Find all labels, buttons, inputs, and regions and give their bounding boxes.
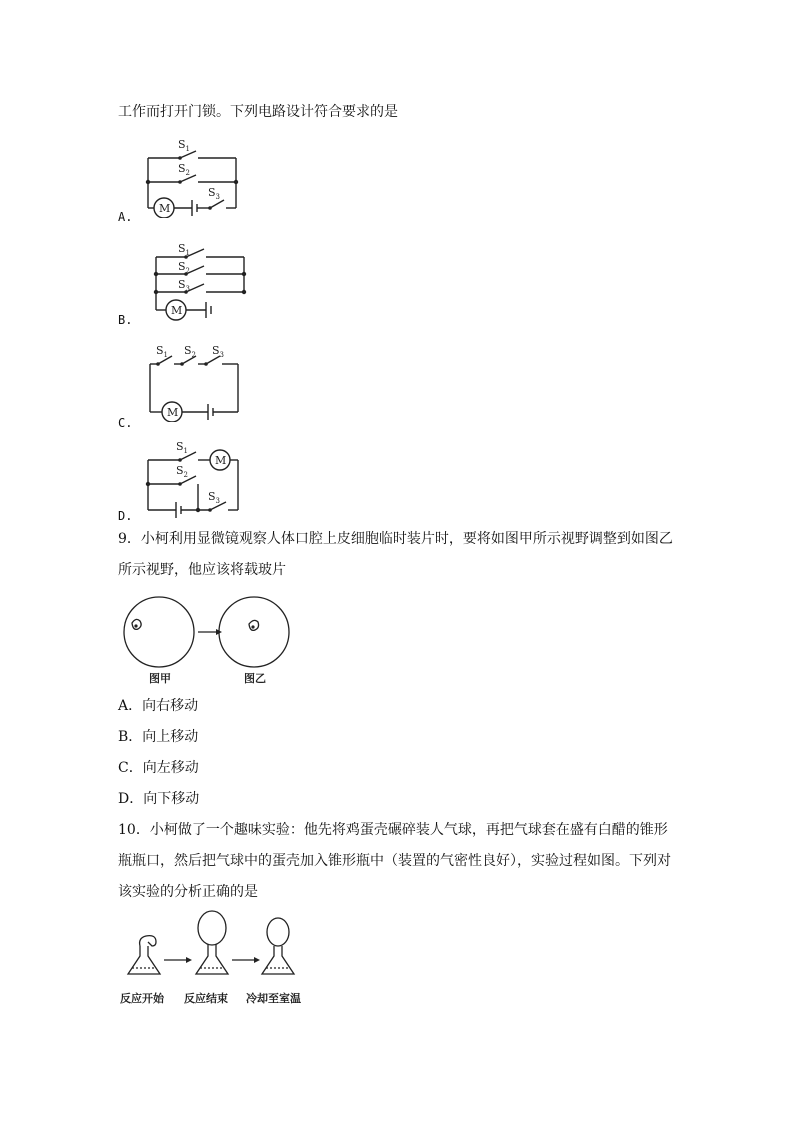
caption-cool-to-room-temp: 冷却至室温 <box>246 992 301 1005</box>
q9-option-a: A．向右移动 <box>118 698 199 714</box>
q10-stem-line3: 该实验的分析正确的是 <box>118 884 258 900</box>
figure-yi-caption: 图乙 <box>244 672 266 685</box>
circuit-b-s2-label: $S_2$ <box>178 260 191 275</box>
circuit-a-s3-label: $S_3$ <box>208 186 221 201</box>
circuit-c-s3-label: $S_3$ <box>212 344 225 359</box>
microscope-view-figure <box>118 590 302 686</box>
q10-stem-line1: 10．小柯做了一个趣味实验：他先将鸡蛋壳碾碎装人气球，再把气球套在盛有白醋的锥形 <box>118 822 668 838</box>
circuit-c-figure <box>140 342 250 422</box>
circuit-d-figure <box>140 440 250 520</box>
circuit-a-s2-label: $S_2$ <box>178 162 191 177</box>
q9-option-c: C．向左移动 <box>118 760 199 776</box>
circuit-c-s2-label: $S_2$ <box>184 344 197 359</box>
circuit-b-s3-label: $S_3$ <box>178 278 191 293</box>
q9-stem-line2: 所示视野，他应该将载玻片 <box>118 562 286 578</box>
eggshell-experiment-figure <box>118 910 314 1010</box>
circuit-a-figure <box>140 136 265 218</box>
q8-option-c: C. <box>118 416 133 430</box>
circuit-c-motor-label: M <box>167 406 179 419</box>
q9-option-b: B．向上移动 <box>118 729 199 745</box>
figure-jia-caption: 图甲 <box>149 672 171 685</box>
q9-option-d: D．向下移动 <box>118 791 200 807</box>
circuit-b-s1-label: $S_1$ <box>178 242 191 257</box>
circuit-b-figure <box>148 240 258 322</box>
circuit-d-motor-label: M <box>215 454 227 467</box>
circuit-a-motor-label: M <box>159 202 171 215</box>
circuit-b-motor-label: M <box>171 304 183 317</box>
circuit-c-s1-label: $S_1$ <box>156 344 169 359</box>
q8-stem-tail: 工作而打开门锁。下列电路设计符合要求的是 <box>118 104 398 120</box>
q8-option-b: B. <box>118 313 133 327</box>
circuit-a-s1-label: $S_1$ <box>178 138 191 153</box>
circuit-d-s1-label: $S_1$ <box>176 440 189 455</box>
q9-stem-line1: 9．小柯利用显微镜观察人体口腔上皮细胞临时装片时，要将如图甲所示视野调整到如图乙 <box>118 531 673 547</box>
circuit-d-s2-label: $S_2$ <box>176 464 189 479</box>
q10-stem-line2: 瓶瓶口，然后把气球中的蛋壳加入锥形瓶中（装置的气密性良好），实验过程如图。下列对 <box>118 853 671 869</box>
caption-reaction-end: 反应结束 <box>184 992 228 1005</box>
caption-reaction-start: 反应开始 <box>120 992 164 1005</box>
circuit-d-s3-label: $S_3$ <box>208 490 221 505</box>
q8-option-d: D. <box>118 509 133 523</box>
q8-option-a: A. <box>118 210 133 224</box>
